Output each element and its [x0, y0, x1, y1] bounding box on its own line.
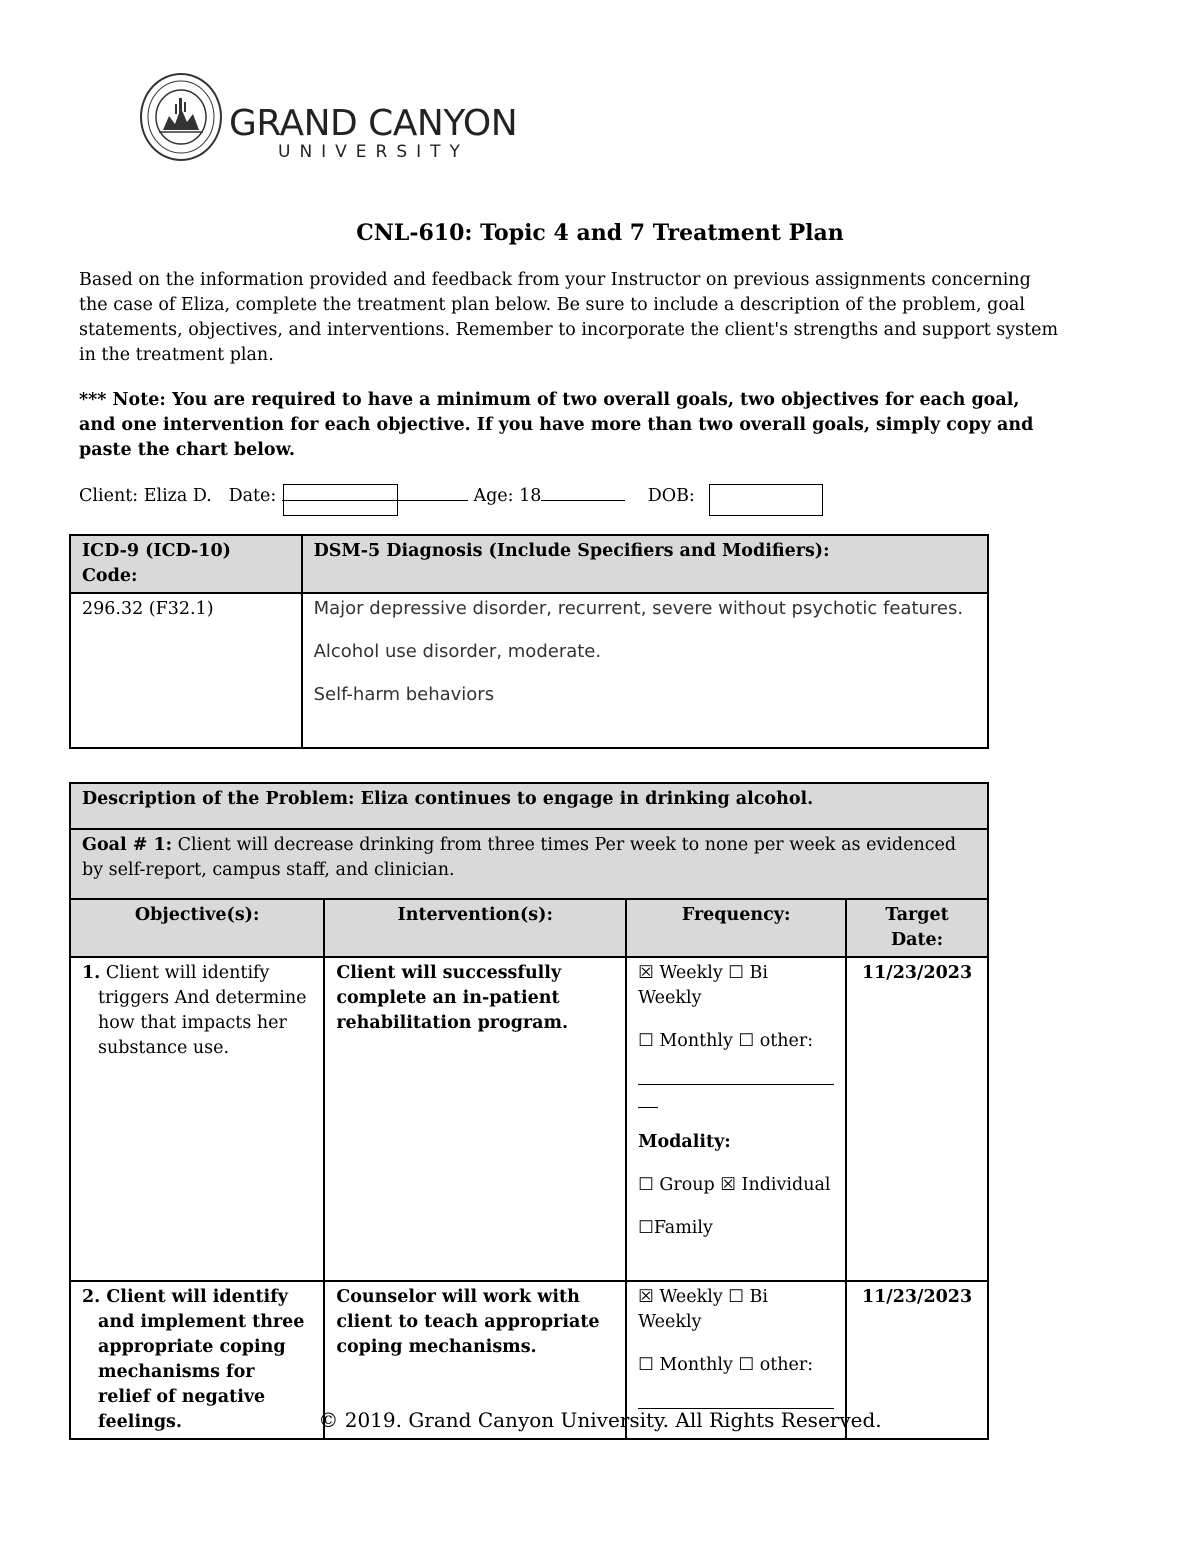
- frequency-options-2[interactable]: ☐ Monthly ☐ other:: [638, 1355, 814, 1375]
- university-seal-logo: [139, 72, 223, 162]
- frequency-options[interactable]: ☒ Weekly ☐ Bi Weekly: [638, 963, 769, 1008]
- logo-wordmark: GRAND CANYON: [229, 103, 518, 144]
- other-blank-line: [638, 1386, 834, 1409]
- intervention-header: Intervention(s):: [324, 899, 626, 957]
- dob-label: DOB:: [647, 486, 695, 506]
- target-date-cell: 11/23/2023: [846, 1281, 988, 1439]
- other-blank-line-short: [638, 1097, 658, 1108]
- diagnosis-item: Alcohol use disorder, moderate.: [313, 641, 602, 662]
- icd-code-cell: 296.32 (F32.1): [70, 593, 302, 748]
- other-blank-line: [638, 1062, 834, 1085]
- diagnosis-item: Self-harm behaviors: [313, 684, 495, 705]
- intro-paragraph: Based on the information provided and feedback from your Instructor on previous assignments concerning the case of Eliza, complete the treatment plan below. Be sure to include a description of the problem, goal statements, objectives, and interventions. Remember to incorporate the client's strengths and support system in the treatment plan.: [79, 270, 1059, 365]
- objective-text: Client will identify triggers And determine how that impacts her substance use.: [98, 963, 307, 1058]
- age-label: Age: 18: [473, 486, 542, 506]
- note-paragraph: *** Note: You are required to have a minimum of two overall goals, two objectives for each goal, and one intervention for each objective. If you have more than two overall goals, simply copy and paste the chart below.: [79, 390, 1034, 460]
- diagnosis-item: Major depressive disorder, recurrent, severe without psychotic features.: [313, 598, 964, 619]
- objective-cell: [70, 957, 324, 1281]
- treatment-plan-table: [69, 782, 989, 1440]
- frequency-options-2[interactable]: ☐ Monthly ☐ other:: [638, 1031, 814, 1051]
- target-date-cell: 11/23/2023: [846, 957, 988, 1281]
- copyright-footer: © 2019. Grand Canyon University. All Rights Reserved.: [318, 1408, 882, 1432]
- logo-subwordmark: UNIVERSITY: [278, 142, 469, 162]
- age-underline: [541, 480, 625, 501]
- modality-options[interactable]: ☐ Group ☒ Individual: [638, 1175, 831, 1195]
- frequency-cell: [626, 957, 846, 1281]
- intervention-cell: Counselor will work with client to teach appropriate coping mechanisms.: [324, 1281, 626, 1439]
- page-title: CNL-610: Topic 4 and 7 Treatment Plan: [356, 220, 844, 246]
- goal-label: Goal # 1:: [82, 835, 173, 855]
- table-row: [70, 957, 988, 1281]
- frequency-header: Frequency:: [626, 899, 846, 957]
- date-label: Date:: [228, 486, 277, 506]
- frequency-options[interactable]: ☒ Weekly ☐ Bi Weekly: [638, 1287, 769, 1332]
- goal-text: Client will decrease drinking from three times Per week to none per week as evidenced by self-report, campus staff, and clinician.: [82, 835, 957, 880]
- objective-header: Objective(s):: [70, 899, 324, 957]
- dsm-diagnosis-header: DSM-5 Diagnosis (Include Specifiers and Modifiers):: [302, 535, 988, 593]
- target-date-header: Target Date:: [846, 899, 988, 957]
- modality-options-2[interactable]: ☐Family: [638, 1218, 713, 1238]
- problem-description: Description of the Problem: Eliza continues to engage in drinking alcohol.: [70, 783, 988, 829]
- modality-label: Modality:: [638, 1132, 731, 1152]
- dob-field[interactable]: [709, 484, 823, 516]
- objective-text: Client will identify and implement three appropriate coping mechanisms for relief of negative feelings.: [98, 1287, 305, 1432]
- dsm-diagnosis-cell: [302, 593, 988, 748]
- objective-number: 1.: [82, 963, 101, 983]
- icd-code-header: ICD-9 (ICD-10) Code:: [70, 535, 302, 593]
- objective-number: 2.: [82, 1287, 101, 1307]
- intervention-cell: Client will successfully complete an in-patient rehabilitation program.: [324, 957, 626, 1281]
- goal-row: [70, 829, 988, 899]
- diagnosis-table: [69, 534, 989, 749]
- date-field[interactable]: [283, 484, 398, 516]
- client-label: Client: Eliza D.: [79, 486, 212, 506]
